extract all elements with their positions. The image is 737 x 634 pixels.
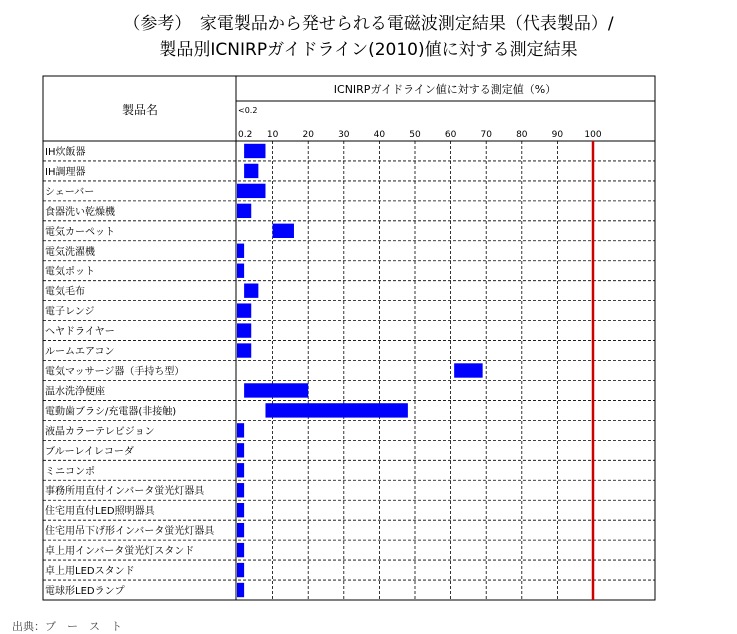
- measurement-bar: [237, 463, 244, 477]
- product-label: ヘヤドライヤー: [45, 326, 115, 338]
- product-label: 食器洗い乾燥機: [45, 206, 115, 218]
- measurement-bar: [237, 583, 244, 597]
- footnote: 出典：ブ ー ス ト: [12, 620, 122, 633]
- product-label: 電気ポット: [45, 266, 95, 278]
- measurement-bar: [454, 363, 482, 377]
- product-label: IH調理器: [45, 166, 86, 178]
- product-label: 温水洗浄便座: [45, 386, 105, 398]
- measurement-bar: [273, 224, 294, 238]
- chart-title-line-2: 製品別ICNIRPガイドライン(2010)値に対する測定結果: [159, 40, 578, 60]
- bars: [237, 144, 483, 597]
- measurement-bar: [244, 164, 258, 178]
- measurement-bar: [237, 343, 251, 357]
- measurement-bar: [237, 303, 251, 317]
- measurement-bar: [237, 483, 244, 497]
- measurement-bar: [237, 543, 244, 557]
- x-tick-label: 40: [373, 130, 386, 140]
- measurement-bar: [237, 244, 244, 258]
- product-label: 事務所用直付インバータ蛍光灯器具: [45, 486, 205, 498]
- x-tick-label: 100: [584, 130, 602, 140]
- chart-title-line-1: （参考） 家電製品から発せられる電磁波測定結果（代表製品）/: [123, 14, 614, 34]
- product-labels: [45, 145, 215, 597]
- measurement-bar: [237, 264, 244, 278]
- product-label: 電動歯ブラシ/充電器(非接触): [45, 406, 177, 418]
- measurement-bar: [244, 383, 308, 397]
- product-label: ルームエアコン: [45, 346, 115, 358]
- measurement-bar: [237, 443, 244, 457]
- measurement-bar: [244, 283, 258, 297]
- below-detection-label: <0.2: [238, 106, 258, 115]
- x-tick-label: 30: [338, 130, 350, 140]
- measurement-bar: [265, 403, 407, 417]
- product-label: 液晶カラーテレビジョン: [45, 426, 155, 438]
- measurement-bar: [237, 323, 251, 337]
- measurement-bar: [237, 204, 251, 218]
- product-label: 電球形LEDランプ: [45, 586, 125, 598]
- product-label: ミニコンポ: [45, 466, 95, 478]
- measurement-bar: [244, 144, 265, 158]
- product-label: シェーバー: [45, 186, 95, 198]
- table-frame: [43, 76, 655, 600]
- x-tick-label: 20: [302, 130, 314, 140]
- product-label: 電気マッサージ器（手持ち型）: [45, 366, 185, 378]
- x-tick-label: 0.2: [238, 130, 253, 140]
- product-label: 住宅用直付LED照明器具: [45, 506, 155, 518]
- x-tick-label: 50: [409, 130, 421, 140]
- product-label: 電気洗濯機: [45, 246, 95, 258]
- x-tick-label: 80: [516, 130, 528, 140]
- product-label: IH炊飯器: [45, 146, 86, 158]
- x-tick-label: 60: [444, 130, 457, 140]
- measurement-bar: [237, 503, 244, 517]
- product-label: 電気カーペット: [45, 226, 115, 238]
- measurement-bar: [237, 184, 265, 198]
- product-label: 卓上用インバータ蛍光灯スタンド: [45, 546, 195, 558]
- value-column-header: ICNIRPガイドライン値に対する測定値（%）: [333, 83, 557, 96]
- product-label: 電子レンジ: [45, 306, 95, 318]
- product-label: 卓上用LEDスタンド: [45, 566, 135, 578]
- measurement-bar: [237, 423, 244, 437]
- x-tick-label: 70: [480, 130, 492, 140]
- product-label: 電気毛布: [45, 286, 85, 298]
- measurement-bar: [237, 523, 244, 537]
- x-tick-label: 10: [266, 130, 279, 140]
- product-label: ブルーレイレコーダ: [45, 446, 134, 458]
- product-column-header: 製品名: [121, 103, 159, 117]
- x-axis-ticks: [238, 130, 602, 140]
- x-tick-label: 90: [551, 130, 564, 140]
- product-label: 住宅用吊下げ形インバータ蛍光灯器具: [45, 526, 215, 538]
- measurement-bar: [237, 563, 244, 577]
